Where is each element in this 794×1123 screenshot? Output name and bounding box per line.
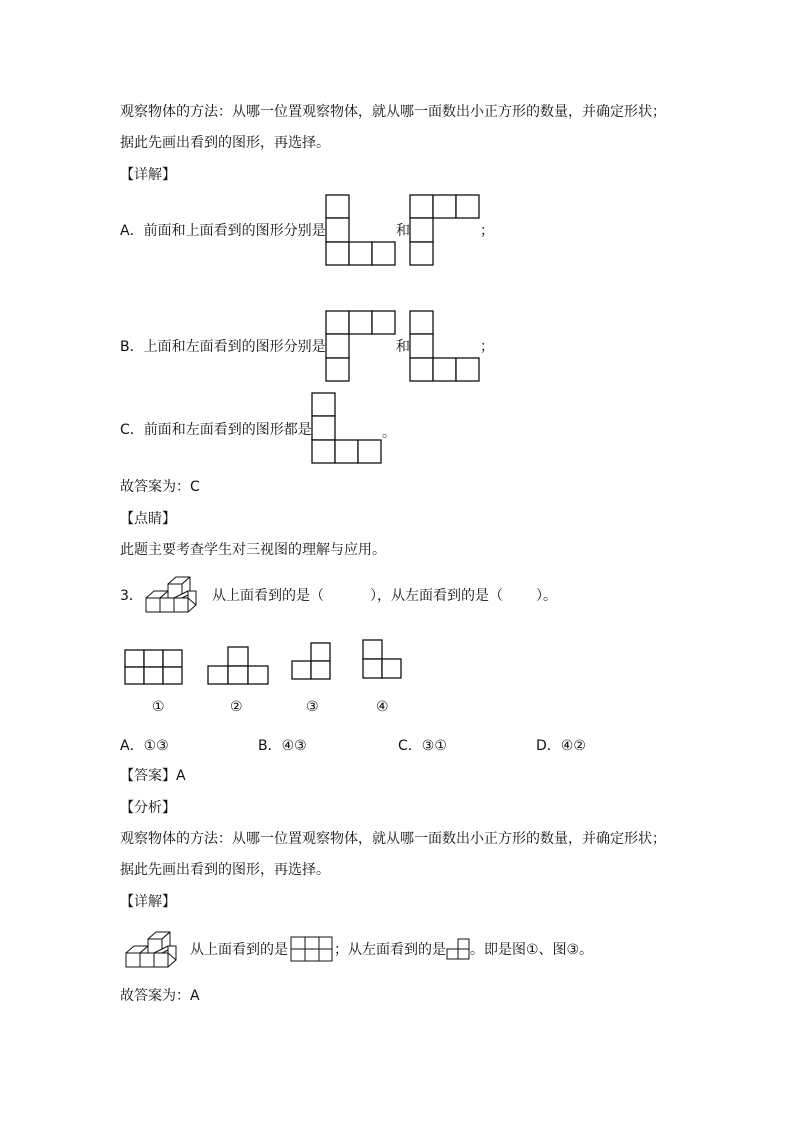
- detail-left-view-figure: [447, 939, 471, 961]
- option-a-front-view-figure: [326, 195, 396, 266]
- option-b-left-view-figure: [410, 311, 480, 382]
- comment-heading: 【点睛】: [120, 511, 176, 527]
- figure-label-4: ④: [376, 699, 389, 715]
- detail-part-1: 从上面看到的是: [190, 942, 288, 958]
- analysis-line-2: 据此先画出看到的图形，再选择。: [120, 135, 330, 151]
- option-b-and: 和: [396, 339, 410, 355]
- detail-top-view-figure: [291, 937, 333, 963]
- choice-d: D．④②: [536, 738, 586, 754]
- choice-c: C．③①: [398, 738, 447, 754]
- option-a-top-view-figure: [410, 195, 480, 266]
- option-c-view-figure: [312, 393, 382, 464]
- detail-heading-q3: 【详解】: [120, 894, 176, 910]
- answer-label: 【答案】A: [120, 768, 186, 784]
- figure-1-grid: [125, 650, 183, 686]
- detail-part-3: 。即是图①、图③。: [470, 942, 594, 958]
- detail-part-2: ；从左面看到的是: [334, 942, 446, 958]
- figure-label-1: ①: [152, 699, 165, 715]
- analysis-line-2-q3: 据此先画出看到的图形，再选择。: [120, 862, 330, 878]
- question-3-cube-stack-figure: [144, 577, 206, 615]
- option-b-top-view-figure: [326, 311, 396, 382]
- figure-label-3: ③: [306, 699, 319, 715]
- option-b-end: ；: [480, 339, 494, 355]
- question-3-stem-part3: ）。: [536, 588, 557, 604]
- choice-b: B．④③: [258, 738, 307, 754]
- analysis-line-1-q3: 观察物体的方法：从哪一位置观察物体，就从哪一面数出小正方形的数量，并确定形状；: [120, 831, 666, 847]
- figure-label-2: ②: [230, 699, 243, 715]
- answer-line-c: 故答案为：C: [120, 479, 200, 495]
- option-c-end: 。: [382, 425, 396, 441]
- analysis-heading: 【分析】: [120, 800, 176, 816]
- choice-a: A．①③: [120, 738, 169, 754]
- option-c-text: C．前面和左面看到的图形都是: [120, 422, 312, 438]
- comment-text: 此题主要考查学生对三视图的理解与应用。: [120, 542, 386, 558]
- question-3-stem-part2: ），从左面看到的是（: [370, 588, 503, 604]
- question-3-number: 3．: [120, 588, 143, 604]
- figure-2-grid: [208, 647, 270, 685]
- option-a-and: 和: [396, 223, 410, 239]
- option-b-text: B．上面和左面看到的图形分别是: [120, 339, 326, 355]
- detail-heading: 【详解】: [120, 167, 176, 183]
- answer-line-a: 故答案为：A: [120, 988, 200, 1004]
- option-a-end: ；: [480, 223, 494, 239]
- detail-cube-stack-figure: [124, 932, 186, 970]
- option-a-text: A．前面和上面看到的图形分别是: [120, 223, 326, 239]
- analysis-line-1: 观察物体的方法：从哪一位置观察物体，就从哪一面数出小正方形的数量，并确定形状；: [120, 104, 666, 120]
- figure-3-grid: [292, 643, 332, 681]
- figure-4-grid: [363, 640, 403, 680]
- question-3-stem-part1: 从上面看到的是（: [212, 588, 324, 604]
